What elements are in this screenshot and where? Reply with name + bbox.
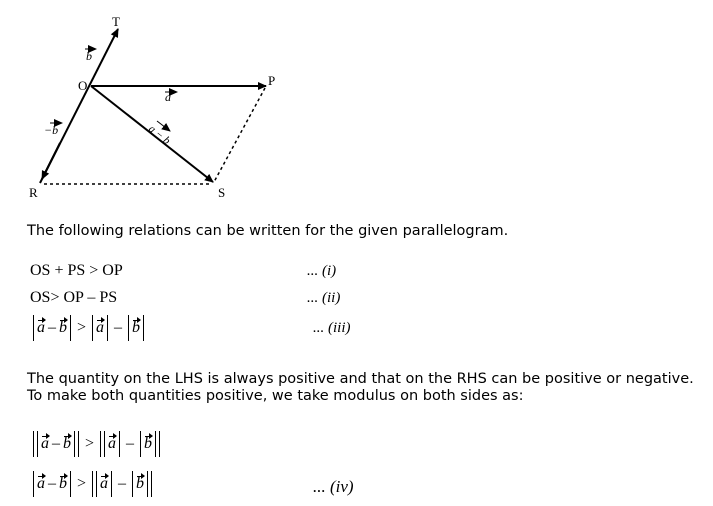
vector-label-a: a bbox=[165, 90, 171, 104]
abs-bar bbox=[155, 431, 156, 457]
vector-b-symbol: b bbox=[132, 318, 141, 336]
minus-sign: – bbox=[126, 434, 135, 452]
modulus-relation bbox=[30, 431, 163, 457]
relation-ii: OS> OP – PS bbox=[30, 289, 118, 306]
vector-a-symbol: a bbox=[37, 318, 45, 336]
abs-bar bbox=[92, 315, 93, 341]
vector-neg-b-arrow bbox=[42, 143, 60, 179]
relation-iii-tag: ... (iii) bbox=[313, 320, 351, 336]
abs-bar bbox=[33, 431, 34, 457]
abs-bar bbox=[128, 315, 129, 341]
abs-bar bbox=[132, 471, 133, 497]
abs-bar bbox=[100, 431, 101, 457]
intro-text: The following relations can be written for the given parallelogram. bbox=[27, 223, 509, 239]
vector-label-b: b bbox=[86, 49, 92, 63]
relation-iii bbox=[30, 315, 147, 341]
vector-b-symbol: b bbox=[144, 434, 153, 452]
relation-i: OS + PS > OP bbox=[30, 262, 123, 279]
minus-sign: – bbox=[52, 434, 60, 452]
vector-b-symbol: b bbox=[136, 474, 145, 492]
relation-iv bbox=[30, 471, 155, 497]
abs-bar bbox=[33, 315, 34, 341]
vector-a-symbol: a bbox=[108, 434, 117, 452]
vector-a-symbol: a bbox=[37, 474, 45, 492]
abs-bar bbox=[37, 431, 38, 457]
abs-bar bbox=[140, 431, 141, 457]
vector-a-symbol: a bbox=[100, 474, 109, 492]
vector-label-a-minus-b: a − b bbox=[146, 122, 173, 148]
gt-sign: > bbox=[85, 434, 95, 452]
relation-iv-tag: ... (iv) bbox=[313, 477, 354, 496]
explanation-line-2: To make both quantities positive, we take modulus on both sides as: bbox=[27, 388, 524, 404]
vector-b-symbol: b bbox=[63, 434, 71, 452]
relation-ii-tag: ... (ii) bbox=[307, 290, 341, 306]
minus-sign: – bbox=[114, 318, 123, 336]
abs-bar bbox=[70, 471, 71, 497]
abs-bar bbox=[107, 315, 108, 341]
abs-bar bbox=[92, 471, 93, 497]
vector-label-neg-b: −b bbox=[44, 123, 59, 137]
point-label-o: O bbox=[78, 78, 88, 93]
explanation-line-1: The quantity on the LHS is always positive and that on the RHS can be positive or negative. bbox=[27, 371, 694, 387]
abs-bar bbox=[74, 431, 75, 457]
vector-b-symbol: b bbox=[59, 318, 67, 336]
minus-sign: – bbox=[48, 318, 56, 336]
minus-sign: – bbox=[48, 474, 56, 492]
point-label-t: T bbox=[112, 14, 120, 29]
gt-sign: > bbox=[77, 474, 87, 492]
abs-bar bbox=[159, 431, 160, 457]
point-label-s: S bbox=[218, 185, 226, 200]
abs-bar bbox=[70, 315, 71, 341]
abs-bar bbox=[119, 431, 120, 457]
parallelogram-diagram bbox=[0, 0, 713, 210]
vector-b-symbol: b bbox=[59, 474, 67, 492]
abs-bar bbox=[96, 471, 97, 497]
gt-sign: > bbox=[77, 318, 87, 336]
abs-bar bbox=[147, 471, 148, 497]
point-label-r: R bbox=[29, 185, 38, 200]
abs-bar bbox=[151, 471, 152, 497]
point-label-p: P bbox=[268, 73, 276, 88]
abs-bar bbox=[104, 431, 105, 457]
abs-bar bbox=[111, 471, 112, 497]
abs-bar bbox=[143, 315, 144, 341]
dashed-p-to-s bbox=[214, 88, 265, 182]
minus-sign: – bbox=[118, 474, 127, 492]
abs-bar bbox=[33, 471, 34, 497]
abs-bar bbox=[78, 431, 79, 457]
vector-a-symbol: a bbox=[41, 434, 49, 452]
relation-i-tag: ... (i) bbox=[307, 263, 337, 279]
vector-a-symbol: a bbox=[96, 318, 105, 336]
